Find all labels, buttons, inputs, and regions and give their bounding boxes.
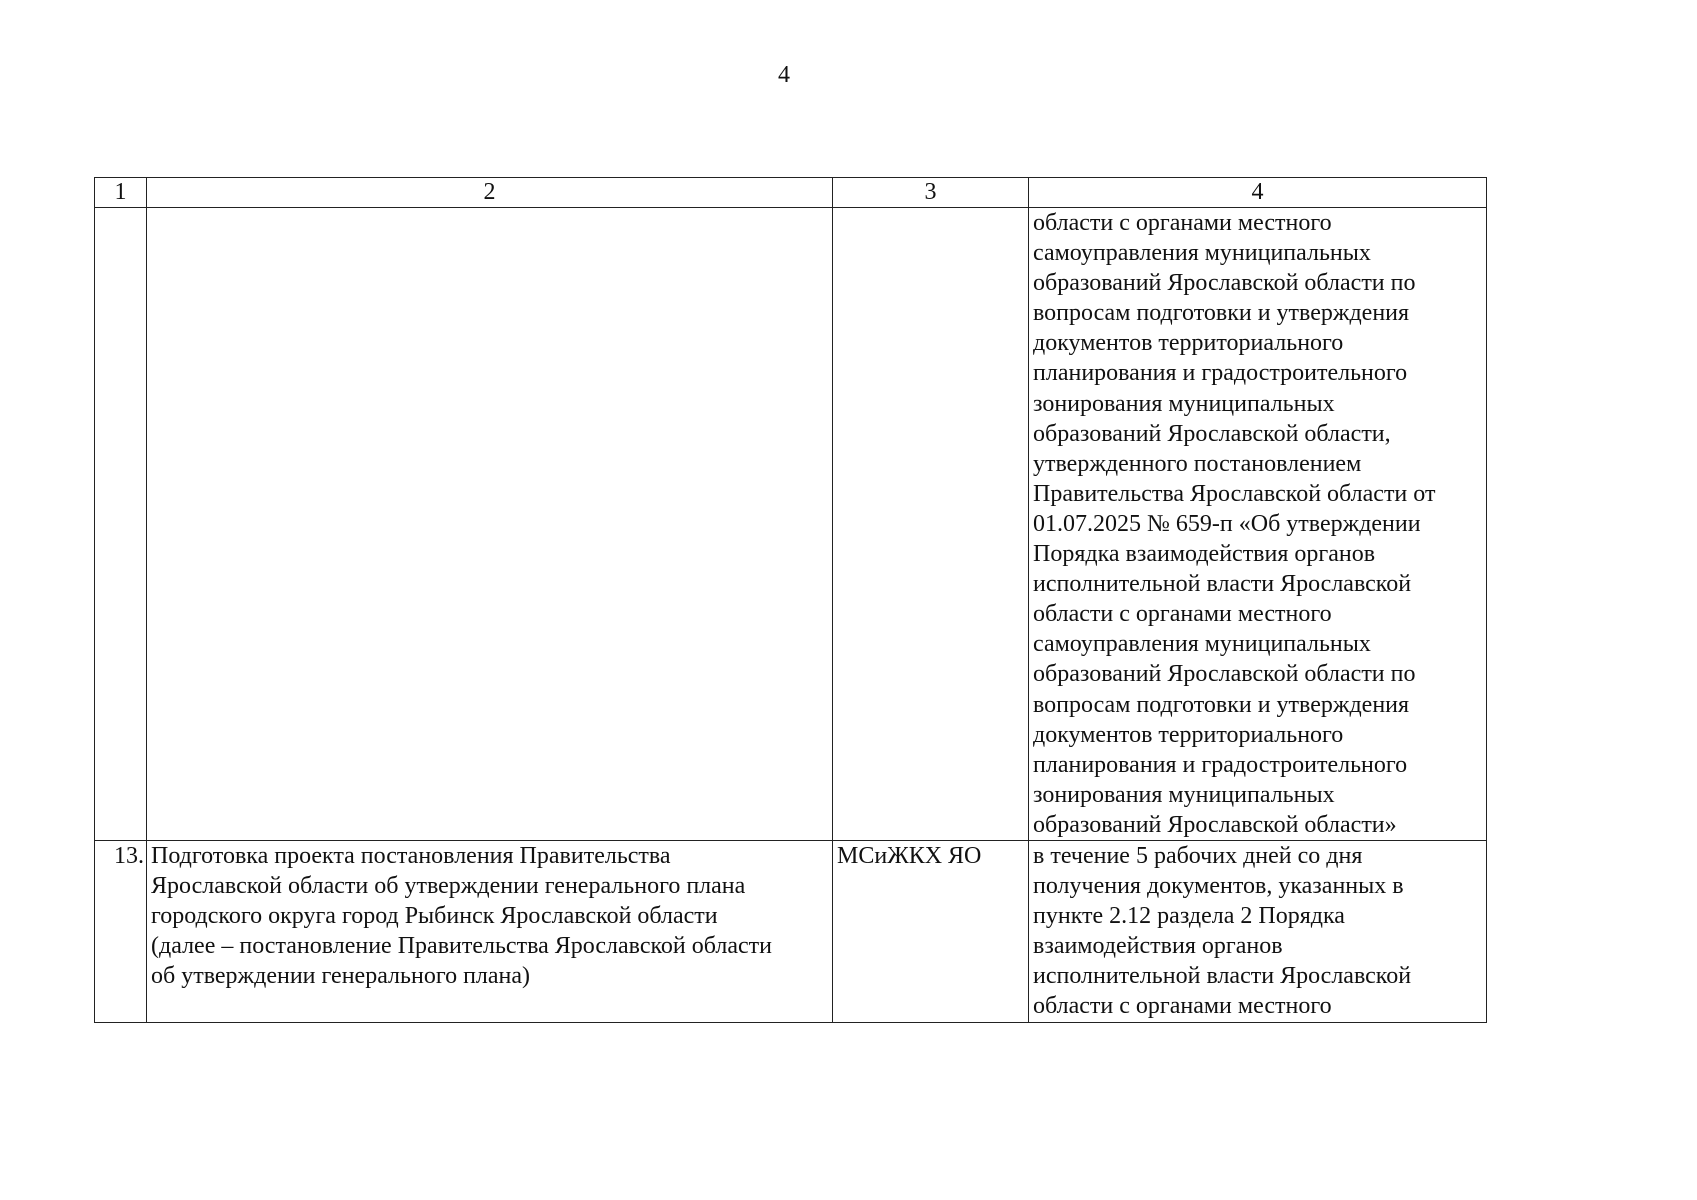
deadline-cell [1029,208,1487,841]
header-col-1: 1 [95,178,147,208]
table-row-13 [95,840,1487,1022]
text-line: зонирования муниципальных [1033,781,1335,808]
row-number-cell: 13. [95,840,147,1022]
text-line: области с органами местного [1033,210,1332,236]
text-line: зонирования муниципальных [1033,390,1335,417]
text-line: вопросам подготовки и утверждения [1033,300,1410,327]
text-line: образований Ярославской области, [1033,420,1391,447]
text-line: Подготовка проекта постановления Правительства [151,842,671,869]
text-line: образований Ярославской области по [1033,661,1416,688]
text-line: 01.07.2025 № 659-п «Об утверждении [1033,510,1421,537]
text-line: области с органами местного [1033,993,1332,1020]
text-line: Правительства Ярославской области от [1033,480,1436,507]
description-cell [147,208,833,841]
text-line: документов территориального [1033,330,1344,357]
text-line: об утверждении генерального плана) [151,963,531,990]
text-line: взаимодействия органов [1033,933,1283,960]
text-line: утвержденного постановлением [1033,450,1362,477]
header-col-4: 4 [1029,178,1487,208]
text-line: планирования и градостроительного [1033,360,1408,387]
deadline-cell [1029,840,1487,1022]
text-line: Порядка взаимодействия органов [1033,541,1376,568]
text-line: вопросам подготовки и утверждения [1033,691,1410,718]
text-line: городского округа город Рыбинск Ярославской области [151,903,718,930]
text-line: образований Ярославской области» [1033,811,1397,838]
responsible-cell: МСиЖКХ ЯО [833,840,1029,1022]
header-col-2: 2 [147,178,833,208]
table-header-row [95,178,1487,208]
text-line: Ярославской области об утверждении генерального плана [151,873,746,900]
text-line: области с органами местного [1033,601,1332,628]
text-line: образований Ярославской области по [1033,270,1416,297]
text-line: пункте 2.12 раздела 2 Порядка [1033,903,1345,930]
text-line: самоуправления муниципальных [1033,631,1371,658]
text-line: планирования и градостроительного [1033,751,1408,778]
text-line: документов территориального [1033,721,1344,748]
page-number: 4 [778,62,790,88]
row-number-cell [95,208,147,841]
table-row-continuation [95,208,1487,841]
header-col-3: 3 [833,178,1029,208]
text-line: получения документов, указанных в [1033,873,1404,900]
document-table [94,177,1487,1023]
responsible-cell [833,208,1029,841]
description-cell [147,840,833,1022]
text-line: исполнительной власти Ярославской [1033,571,1412,598]
text-line: исполнительной власти Ярославской [1033,963,1412,990]
text-line: (далее – постановление Правительства Ярославской области [151,933,772,960]
text-line: самоуправления муниципальных [1033,240,1371,267]
text-line: в течение 5 рабочих дней со дня [1033,842,1363,869]
